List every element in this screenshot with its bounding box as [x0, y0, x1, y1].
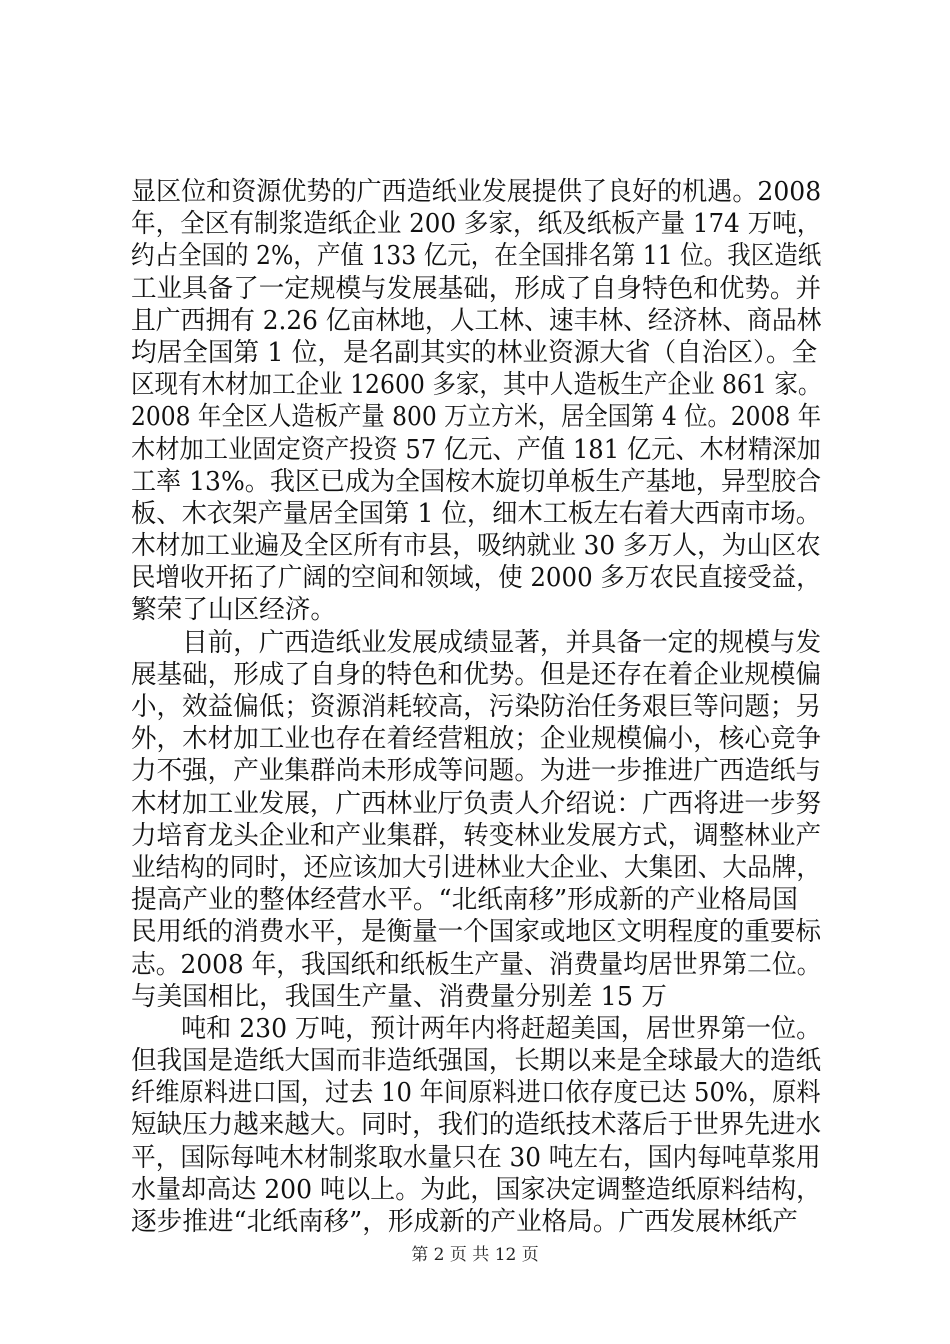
text-line: 且广西拥有 2.26 亿亩林地，人工林、速丰林、经济林、商品林: [131, 305, 822, 336]
text-line: 繁荣了山区经济。: [131, 595, 337, 626]
text-line: 木材加工业固定资产投资 57 亿元、产值 181 亿元、木材精深加: [131, 434, 821, 465]
text-line: 与美国相比，我国生产量、消费量分别差 15 万: [131, 981, 667, 1012]
text-line: 吨和 230 万吨，预计两年内将赶超美国，居世界第一位。: [131, 1013, 822, 1044]
text-line: 2008 年全区人造板产量 800 万立方米，居全国第 4 位。2008 年: [131, 402, 822, 433]
text-line: 外，木材加工业也存在着经营粗放；企业规模偏小，核心竞争: [131, 724, 822, 755]
text-line: 区现有木材加工企业 12600 多家，其中人造板生产企业 861 家。: [131, 370, 822, 401]
text-line: 小，效益偏低；资源消耗较高，污染防治任务艰巨等问题；另: [131, 692, 822, 722]
text-line: 民用纸的消费水平，是衡量一个国家或地区文明程度的重要标: [131, 917, 822, 948]
text-line: 力不强，产业集群尚未形成等问题。为进一步推进广西造纸与: [131, 756, 822, 787]
text-line: 约占全国的 2%，产值 133 亿元，在全国排名第 11 位。我区造纸: [131, 241, 822, 272]
text-line: 工率 13%。我区已成为全国桉木旋切单板生产基地，异型胶合: [131, 466, 822, 497]
text-line: 年，全区有制浆造纸企业 200 多家，纸及纸板产量 174 万吨，: [131, 209, 822, 240]
page-footer: 第 2 页 共 12 页: [411, 1245, 539, 1265]
text-line: 力培育龙头企业和产业集群，转变林业发展方式，调整林业产: [131, 820, 822, 851]
text-line: 志。2008 年，我国纸和纸板生产量、消费量均居世界第二位。: [131, 949, 822, 980]
text-line: 民增收开拓了广阔的空间和领域，使 2000 多万农民直接受益，: [131, 563, 821, 594]
body-text: [131, 176, 831, 1238]
text-line: 业结构的同时，还应该加大引进林业大企业、大集团、大品牌，: [131, 852, 822, 883]
text-line: 纤维原料进口国，过去 10 年间原料进口依存度已达 50%，原料: [131, 1078, 821, 1109]
text-line: 木材加工业发展，广西林业厅负责人介绍说：广西将进一步努: [131, 788, 822, 819]
text-line: 水量却高达 200 吨以上。为此，国家决定调整造纸原料结构，: [131, 1174, 822, 1205]
text-line: 木材加工业遍及全区所有市县，吸纳就业 30 多万人，为山区农: [131, 531, 821, 562]
text-line: 提高产业的整体经营水平。“北纸南移”形成新的产业格局国: [131, 885, 798, 916]
text-line: 展基础，形成了自身的特色和优势。但是还存在着企业规模偏: [131, 659, 822, 690]
text-line: 显区位和资源优势的广西造纸业发展提供了良好的机遇。2008: [131, 177, 822, 207]
text-line: 均居全国第 1 位，是名副其实的林业资源大省（自治区）。全: [131, 337, 818, 368]
text-line: 板、木衣架产量居全国第 1 位，细木工板左右着大西南市场。: [131, 498, 822, 529]
text-line: 工业具备了一定规模与发展基础，形成了自身特色和优势。并: [131, 273, 822, 304]
text-line: 短缺压力越来越大。同时，我们的造纸技术落后于世界先进水: [131, 1110, 822, 1141]
text-line: 逐步推进“北纸南移”，形成新的产业格局。广西发展林纸产: [131, 1207, 798, 1237]
text-line: 目前，广西造纸业发展成绩显著，并具备一定的规模与发: [131, 627, 822, 658]
text-line: 平，国际每吨木材制浆取水量只在 30 吨左右，国内每吨草浆用: [131, 1142, 821, 1173]
text-line: 但我国是造纸大国而非造纸强国，长期以来是全球最大的造纸: [131, 1046, 822, 1077]
